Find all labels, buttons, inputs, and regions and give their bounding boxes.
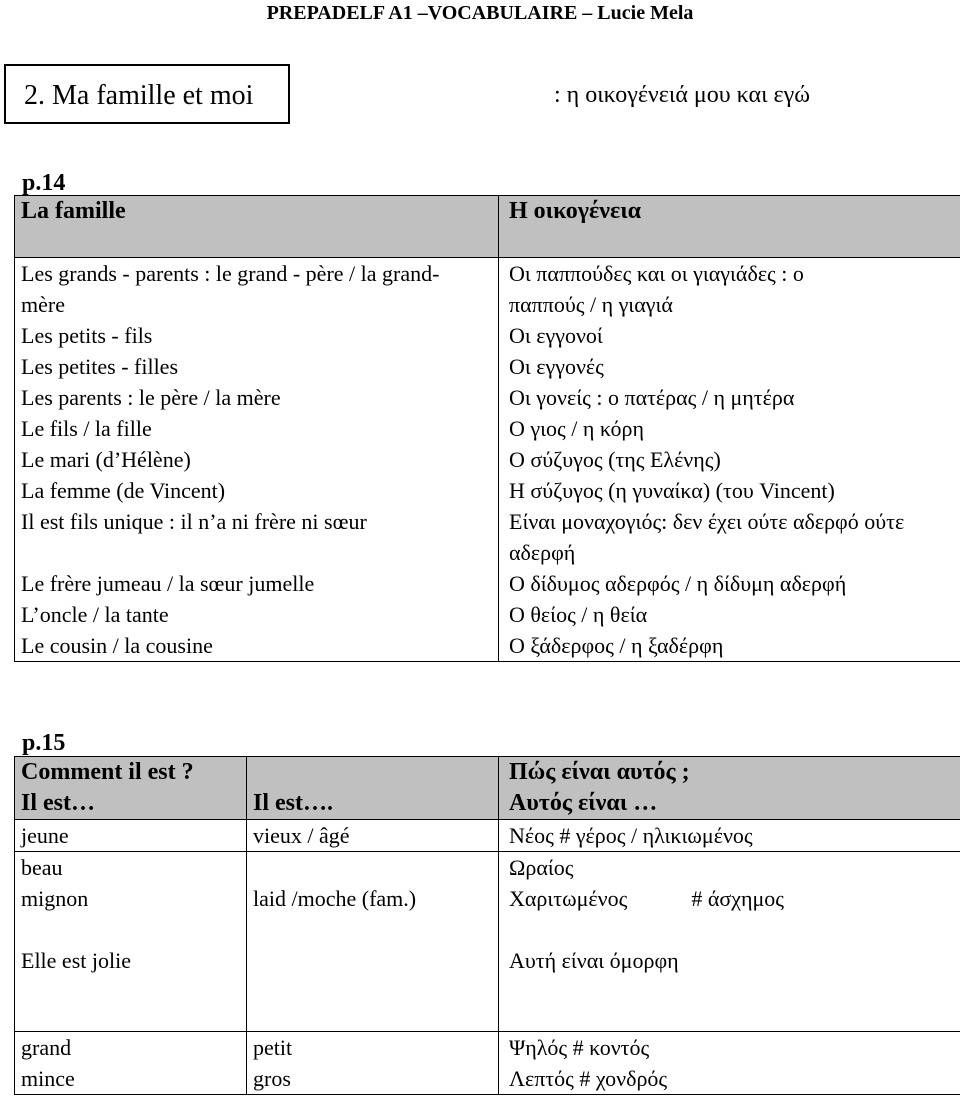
page-number-15: p.15: [22, 730, 66, 756]
adjective-fr: grand mince: [15, 1032, 247, 1095]
vocab-fr-cell: Les grands - parents : le grand - père / la grand- mère Les petits - fils Les petites - filles Les parents : le père / la mère Le fils / la fille Le mari (d’Hélène) La femme (de Vincent) Il est fils unique : il n’a ni frère ni sœur Le frère jumeau / la sœur jumelle L’oncle / la tante Le cousin / la cousine: [15, 258, 499, 662]
section-title-greek: : η οικογένειά μου και εγώ: [554, 82, 811, 108]
header-il-est: Il est….: [247, 757, 499, 820]
section-title: 2. Ma famille et moi: [24, 80, 254, 111]
table-row: [15, 258, 960, 662]
table-header-row: [15, 196, 960, 258]
page-number-14: p.14: [22, 170, 66, 196]
header-title: PREPADELF A1 –VOCABULAIRE – Lucie Mela: [266, 2, 694, 24]
opposite-fr: laid /moche (fam.): [247, 852, 499, 1032]
opposite-fr: vieux / âgé: [247, 820, 499, 852]
translation-gr: Νέος # γέρος / ηλικιωμένος: [499, 820, 960, 852]
translation-gr: Ωραίος Χαριτωμένος # άσχημος Αυτή είναι όμορφη: [499, 852, 960, 1032]
header-question-fr: Comment il est ? Il est…: [15, 757, 247, 820]
header-french: La famille: [15, 196, 499, 258]
opposite-fr: petit gros: [247, 1032, 499, 1095]
table-row: [15, 852, 960, 1032]
family-vocabulary-table: [14, 195, 960, 662]
header-question-gr: Πώς είναι αυτός ; Αυτός είναι …: [499, 757, 960, 820]
table-header-row: [15, 757, 960, 820]
page-header: [0, 0, 960, 26]
table-row: [15, 1032, 960, 1095]
header-greek: Η οικογένεια: [499, 196, 960, 258]
adjective-fr: jeune: [15, 820, 247, 852]
translation-gr: Ψηλός # κοντός Λεπτός # χονδρός: [499, 1032, 960, 1095]
adjective-fr: beau mignon Elle est jolie: [15, 852, 247, 1032]
section-title-box: [4, 64, 290, 124]
table-row: [15, 820, 960, 852]
vocab-gr-cell: Οι παππούδες και οι γιαγιάδες : ο παππούς / η γιαγιά Οι εγγονοί Οι εγγονές Οι γονείς : ο πατέρας / η μητέρα Ο γιος / η κόρη Ο σύζυγος (της Ελένης) Η σύζυγος (η γυναίκα) (του Vincent) Είναι μοναχογιός: δεν έχει ούτε αδερφό ούτε αδερφή Ο δίδυμος αδερφός / η δίδυμη αδερφή Ο θείος / η θεία Ο ξάδερφος / η ξαδέρφη: [499, 258, 960, 662]
description-vocabulary-table: [14, 756, 960, 1095]
